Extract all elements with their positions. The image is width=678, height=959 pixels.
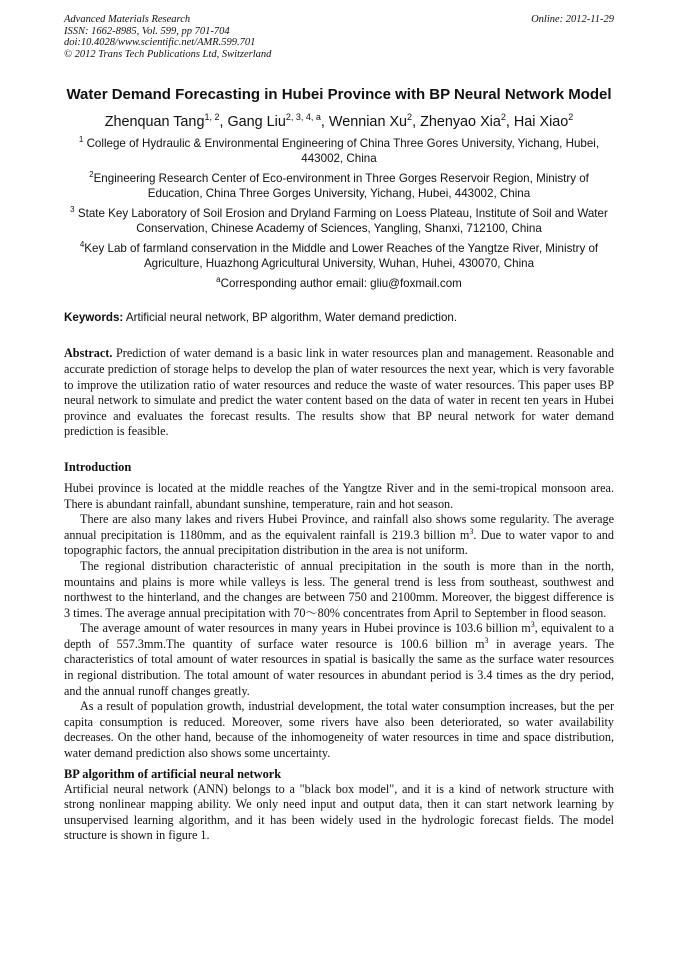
abstract-text: Prediction of water demand is a basic link in water resources plan and management. Reasonable and accurate prediction of storage helps to develop the plan of water resources the next year, which is very favorable to improve the utilization ratio of water resources and reduce the waste of water resources. This paper uses BP neural network to simulate and predict the water content based on the data of water in recent ten years in Hubei province and evaluates the forecast results. The results show that BP neural network for water demand prediction is feasible.: [64, 346, 614, 439]
author-name: Zhenyao Xia: [420, 114, 501, 131]
affiliation-marker: a: [216, 275, 221, 285]
paper-page: [64, 14, 614, 844]
affiliation-3: [64, 206, 614, 236]
intro-paragraph-4: [64, 621, 614, 699]
affiliation-marker: 1: [78, 135, 84, 145]
author-affiliation-marker: 2, 3, 4, a: [285, 112, 321, 123]
author-name: Zhenquan Tang: [104, 114, 205, 131]
paragraph-text: There are also many lakes and rivers Hubei Province, and rainfall also shows some regularity. The average annual precipitation is 1180mm, and as the equivalent rainfall is 219.3 billion m: [64, 512, 614, 542]
affiliation-4: [64, 241, 614, 271]
superscript: 3: [484, 635, 489, 645]
author-name: Gang Liu: [227, 114, 286, 131]
abstract: [64, 346, 614, 440]
intro-paragraph-1: Hubei province is located at the middle reaches of the Yangtze River and in the semi-tropical monsoon area. There is abundant rainfall, abundant sunshine, temperature, rain and hot season.: [64, 480, 614, 511]
copyright-line: © 2012 Trans Tech Publications Ltd, Switzerland: [64, 48, 272, 60]
author-name: Hai Xiao: [513, 114, 569, 131]
section-heading-bp-algorithm: BP algorithm of artificial neural network: [64, 766, 282, 781]
author-list: Zhenquan Tang$^{1, 2}$, Gang Liu$^{2, 3, 4, a}$, Wennian Xu$^2$, Zhenyao Xia$^2$, Hai Xiao$^2$: [104, 112, 574, 131]
author-affiliation-marker: 2: [568, 112, 574, 123]
keywords-text: Artificial neural network, BP algorithm, Water demand prediction.: [125, 311, 458, 325]
affiliation-text: Engineering Research Center of Eco-environment in Three Gorges Reservoir Region, Ministry of Education, China Three Gorges University, Yichang, Hubei, 443002, China: [93, 172, 589, 201]
journal-name: Advanced Materials Research: [64, 14, 191, 25]
author-affiliation-marker: 2: [407, 112, 413, 123]
affiliation-marker: 2: [89, 170, 94, 180]
keywords: [64, 310, 614, 325]
bp-paragraph-1: Artificial neural network (ANN) belongs to a "black box model", and it is a kind of network structure with strong nonlinear mapping ability. We only need input and output data, then it can start network learning by unsupervised learning algorithm, and it has been widely used in the hydrologic forecast fields. The model structure is shown in figure 1.: [64, 781, 614, 843]
paragraph-text: The average amount of water resources in many years in Hubei province is 103.6 billion m: [80, 621, 531, 636]
paragraph-text: . Due to water vapor to and topographic factors, the annual precipitation distribution in the area is not uniform.: [64, 527, 614, 558]
section-heading-introduction: Introduction: [64, 459, 132, 474]
doi-line: doi:10.4028/www.scientific.net/AMR.599.701: [64, 37, 256, 49]
affiliation-text: State Key Laboratory of Soil Erosion and Dryland Farming on Loess Plateau, Institute of Soil and Water Conservation, Chinese Academy of Sciences, Yangling, Shanxi, 712100, China: [77, 207, 608, 236]
author-affiliation-marker: 2: [500, 112, 506, 123]
author-name: Wennian Xu: [328, 114, 408, 131]
keywords-label: Keywords:: [64, 311, 124, 325]
affiliation-text: College of Hydraulic & Environmental Engineering of China Three Gores University, Yichang, Hubei, 443002, China: [86, 137, 600, 166]
corresponding-email: Corresponding author email: gliu@foxmail.com: [220, 277, 462, 291]
affiliation-1: [64, 136, 614, 166]
affiliation-marker: 3: [70, 205, 75, 215]
online-date: Online: 2012-11-29: [531, 14, 614, 25]
affiliation-marker: 4: [79, 240, 85, 250]
paper-title: Water Demand Forecasting in Hubei Province with BP Neural Network Model: [66, 86, 612, 104]
superscript: 3: [530, 620, 535, 630]
intro-paragraph-3: The regional distribution characteristic of annual precipitation in the south is more than in the north, mountains and plains is more while valleys is less. The general trend is less from southeast, southwest and northwest to the hinterland, and the changes are between 750 and 2100mm. Moreover, the biggest difference is 3 times. The average annual precipitation with 70～80% concentrates from April to September in flood season.: [64, 558, 614, 620]
superscript: 3: [469, 526, 474, 536]
abstract-label: Abstract.: [64, 346, 113, 361]
issn-line: ISSN: 1662-8985, Vol. 599, pp 701-704: [64, 25, 230, 37]
affiliation-2: [64, 171, 614, 201]
journal-header: [64, 14, 614, 60]
author-affiliation-marker: 1, 2: [204, 112, 220, 123]
intro-paragraph-2: [64, 512, 614, 559]
corresponding-author: [64, 276, 614, 291]
paragraph-text: in average years. The characteristics of total amount of water resources in spatial is basically the same as the surface water resources in regional distribution. The total amount of water resources in abundant period is 3.4 times as the dry period, and the annual runoff changes greatly.: [64, 636, 614, 698]
intro-paragraph-5: As a result of population growth, industrial development, the total water consumption increases, but the per capita consumption is reduced. Moreover, some rivers have also been deteriorated, so water availability decreases. On the other hand, because of the inhomogeneity of water resources in time and space distribution, water demand prediction also shows some uncertainty.: [64, 699, 614, 761]
paragraph-text: , equivalent to a depth of 557.3mm.The quantity of surface water resource is 100.6 billion m: [64, 621, 614, 651]
affiliation-text: Key Lab of farmland conservation in the Middle and Lower Reaches of the Yangtze River, Ministry of Agriculture, Huazhong Agricultural University, Wuhan, Huhei, 430070, China: [84, 242, 599, 271]
